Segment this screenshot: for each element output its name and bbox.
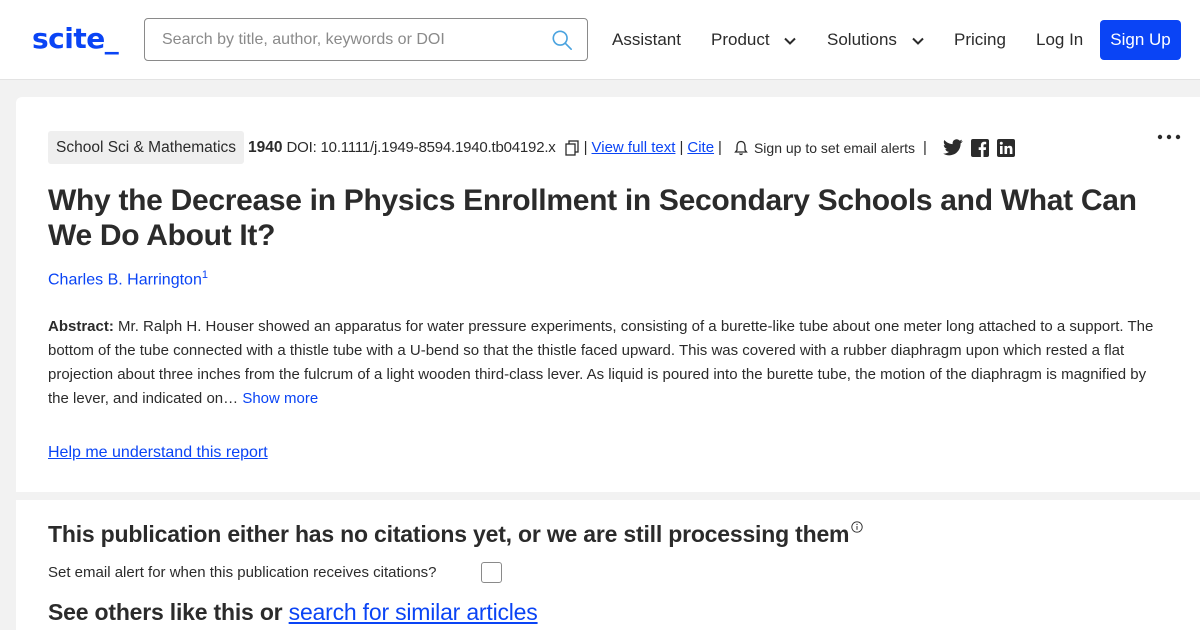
nav-product-label: Product <box>711 30 770 49</box>
paper-title: Why the Decrease in Physics Enrollment in Secondary Schools and What Can We Do About It? <box>48 184 1137 252</box>
abstract <box>48 315 1158 411</box>
nav-solutions-label: Solutions <box>827 30 897 49</box>
paper-meta-row <box>48 131 1015 164</box>
top-header <box>0 0 1200 80</box>
nav-assistant-label: Assistant <box>612 30 681 49</box>
journal-badge[interactable]: School Sci & Mathematics <box>48 131 244 164</box>
paper-card <box>16 97 1200 492</box>
login-label: Log In <box>1036 30 1084 49</box>
nav-assistant[interactable] <box>612 30 681 50</box>
separator: | <box>679 139 684 156</box>
doi-text: DOI: 10.1111/j.1949-8594.1940.tb04192.x <box>286 139 556 156</box>
citations-section <box>16 500 1200 630</box>
help-understand-link[interactable]: Help me understand this report <box>48 444 268 461</box>
facebook-icon[interactable] <box>971 139 989 157</box>
search-icon[interactable] <box>551 29 573 51</box>
separator: | <box>923 139 927 156</box>
search-similar-link[interactable]: search for similar articles <box>288 599 538 625</box>
see-others-prefix: See others like this or <box>48 599 283 625</box>
nav-solutions[interactable] <box>827 30 924 50</box>
view-full-text-link[interactable]: View full text <box>591 139 676 156</box>
citations-heading-text: This publication either has no citations yet, or we are still processing them <box>48 521 850 547</box>
search-input[interactable] <box>162 28 542 52</box>
abstract-label: Abstract: <box>48 318 114 335</box>
show-more-link[interactable]: Show more <box>242 390 319 407</box>
chevron-down-icon <box>912 37 924 45</box>
copy-icon[interactable] <box>564 140 580 156</box>
nav-product[interactable] <box>711 30 796 50</box>
chevron-down-icon <box>784 37 796 45</box>
nav-pricing-label: Pricing <box>954 30 1006 49</box>
search-box[interactable] <box>144 18 588 61</box>
nav-pricing[interactable] <box>954 30 1006 50</box>
abstract-text: Mr. Ralph H. Houser showed an apparatus for water pressure experiments, consisting of a burette-like tube about one meter long attached to a support. The bottom of the tube connected with a thistle tube with a U-bend so that the thistle faced upward. This was covered with a rubber diaphragm upon which rested a flat projection about three inches from the fulcrum of a light wooden third-class lever. As liquid is poured into the burette tube, the motion of the diaphragm is magnified by the lever, and indicated on… <box>48 318 1154 407</box>
cite-link[interactable]: Cite <box>687 139 715 156</box>
citation-alert-label: Set email alert for when this publication receives citations? <box>48 564 437 581</box>
citation-alert-checkbox[interactable] <box>481 562 502 583</box>
share-icons <box>935 139 1015 157</box>
info-icon[interactable] <box>851 521 863 533</box>
author-name: Charles B. Harrington <box>48 271 202 289</box>
author-affiliation-marker: 1 <box>201 269 208 281</box>
login-link[interactable] <box>1036 30 1083 50</box>
scite-logo[interactable]: scite_ <box>32 22 119 55</box>
citations-heading <box>48 521 863 548</box>
see-others-heading <box>48 599 538 626</box>
separator: | <box>718 139 722 156</box>
email-alert-signup[interactable]: Sign up to set email alerts <box>753 139 916 156</box>
signup-button[interactable]: Sign Up <box>1100 20 1181 60</box>
twitter-icon[interactable] <box>943 139 963 156</box>
linkedin-icon[interactable] <box>997 139 1015 157</box>
bell-icon[interactable] <box>734 140 748 156</box>
author-link[interactable] <box>48 269 208 289</box>
separator: | <box>583 139 588 156</box>
publication-year: 1940 <box>248 138 283 156</box>
more-options-icon[interactable] <box>1156 133 1182 141</box>
